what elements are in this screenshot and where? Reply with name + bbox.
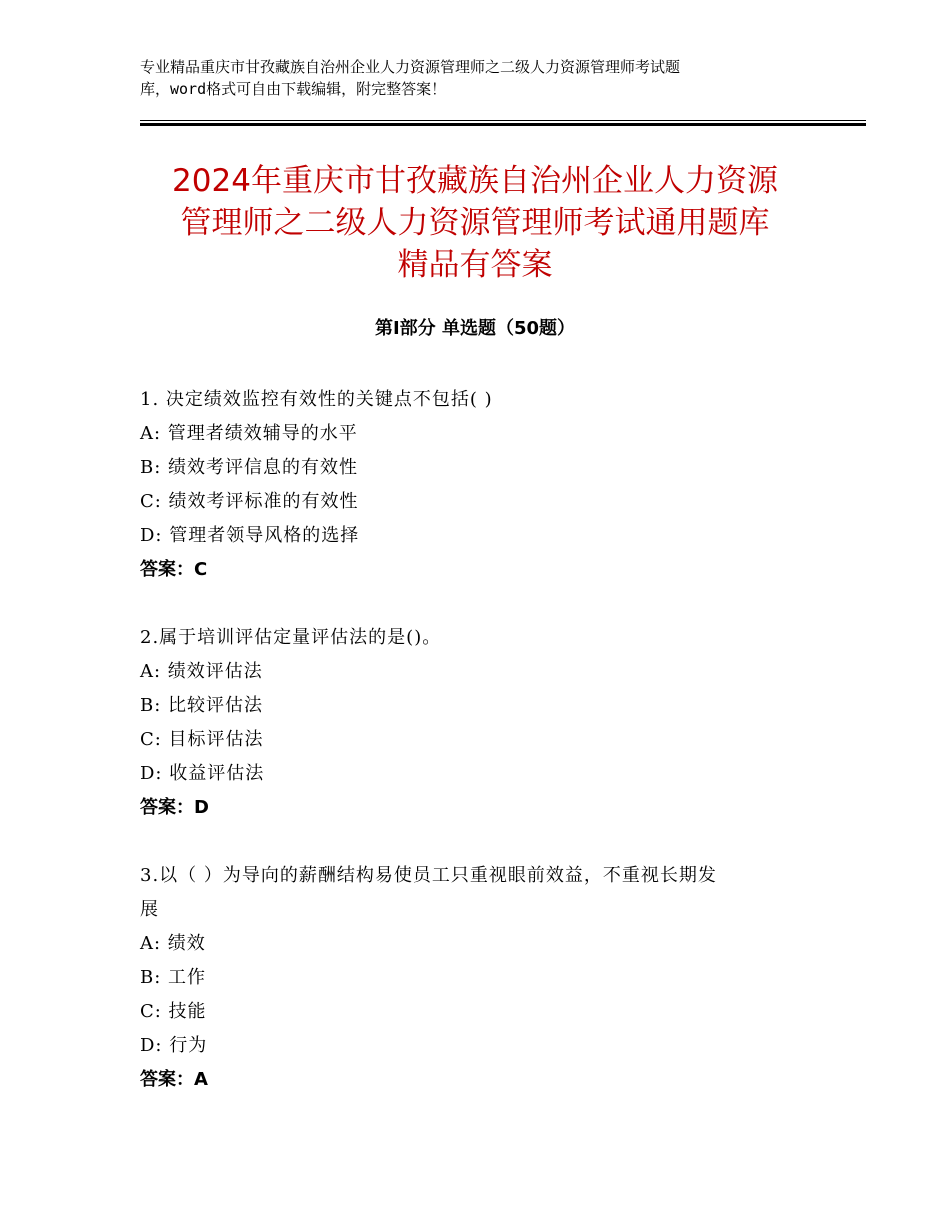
document-title <box>110 160 840 286</box>
question-stem: 3.以（ ）为导向的薪酬结构易使员工只重视眼前效益，不重视长期发 <box>140 865 717 886</box>
option-b: B: 工作 <box>140 967 207 988</box>
header-divider-thin <box>140 120 866 121</box>
header-note-line-1: 专业精品重庆市甘孜藏族自治州企业人力资源管理师之二级人力资源管理师考试题 <box>140 58 681 76</box>
answer-label: 答案：C <box>140 559 208 580</box>
option-c: C: 绩效考评标准的有效性 <box>140 491 359 512</box>
option-d: D: 收益评估法 <box>140 763 265 784</box>
question-stem: 1. 决定绩效监控有效性的关键点不包括( ) <box>140 389 493 410</box>
question-2 <box>140 621 820 825</box>
question-stem-continued: 展 <box>140 899 159 920</box>
header-note-line-2: 库，word格式可自由下载编辑，附完整答案！ <box>140 80 447 98</box>
title-line-1: 2024年重庆市甘孜藏族自治州企业人力资源 <box>172 163 778 199</box>
option-a: A: 管理者绩效辅导的水平 <box>140 423 358 444</box>
answer-label: 答案：A <box>140 1069 208 1090</box>
title-line-3: 精品有答案 <box>397 247 553 283</box>
option-c: C: 技能 <box>140 1001 207 1022</box>
option-a: A: 绩效评估法 <box>140 661 263 682</box>
option-d: D: 行为 <box>140 1035 208 1056</box>
header-divider-thick <box>140 123 866 126</box>
option-b: B: 比较评估法 <box>140 695 264 716</box>
title-line-2: 管理师之二级人力资源管理师考试通用题库 <box>180 205 770 241</box>
option-a: A: 绩效 <box>140 933 206 954</box>
option-d: D: 管理者领导风格的选择 <box>140 525 360 546</box>
section-heading: 第Ⅰ部分 单选题（50题） <box>374 318 575 339</box>
option-c: C: 目标评估法 <box>140 729 264 750</box>
option-b: B: 绩效考评信息的有效性 <box>140 457 359 478</box>
header-note <box>140 56 830 100</box>
question-3 <box>140 859 820 1097</box>
question-1 <box>140 383 820 587</box>
question-list <box>140 383 820 1131</box>
answer-label: 答案：D <box>140 797 209 818</box>
question-stem: 2.属于培训评估定量评估法的是()。 <box>140 627 442 648</box>
